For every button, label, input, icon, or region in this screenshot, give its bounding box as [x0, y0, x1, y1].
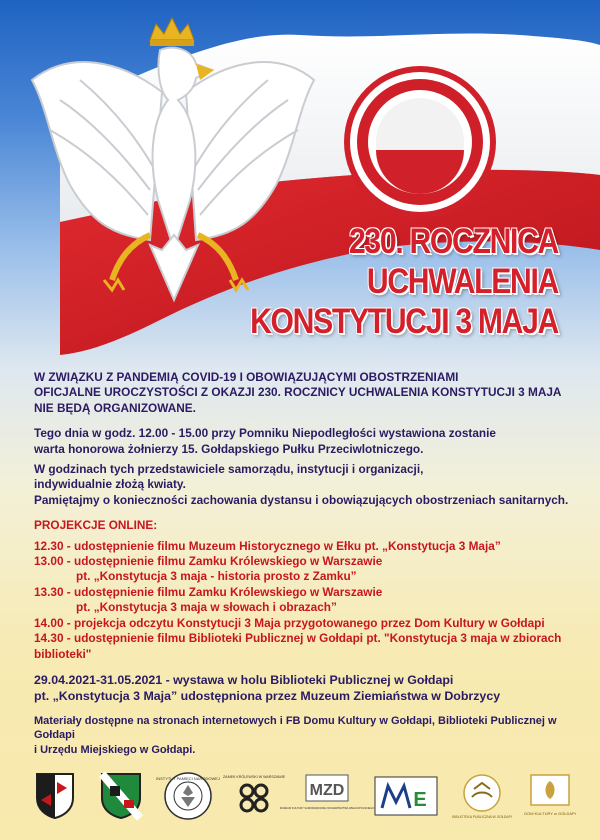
- projection-item-3-title: pt. „Konstytucja 3 maja w słowach i obrazach”: [76, 600, 337, 615]
- goldap-coat-of-arms-logo: [30, 770, 80, 822]
- exhibition-line-2: pt. „Konstytucja 3 Maja” udostępniona przez Muzeum Ziemiaństwa w Dobrzycy: [34, 688, 501, 703]
- announcement-body: [34, 370, 579, 757]
- mhe-logo: [374, 770, 438, 822]
- projection-item-1: 12.30 - udostępnienie filmu Muzeum Historycznego w Ełku pt. „Konstytucja 3 Maja”: [34, 538, 501, 553]
- info-para2-line2: indywidualnie złożą kwiaty.: [34, 477, 186, 492]
- headline-line-1: 230. ROCZNICA: [348, 222, 558, 261]
- biblioteka-logo-text: BIBLIOTEKA PUBLICZNA W GOŁDAPI: [451, 815, 512, 819]
- mzd-logo-text: MZD: [309, 782, 345, 799]
- headline-line-2: UCHWALENIA: [366, 262, 558, 301]
- biblioteka-publiczna-logo: [451, 770, 512, 822]
- notice-line-2: OFICJALNE UROCZYSTOŚCI Z OKAZJI 230. ROCZNICY UCHWALENIA KONSTYTUCJI 3 MAJA: [34, 385, 562, 400]
- ipn-logo-text: INSTYTUT PAMIĘCI NARODOWEJ: [155, 776, 220, 781]
- dom-kultury-logo-text: DOM KULTURY w GOŁDAPI: [524, 811, 576, 816]
- headline-line-3: KONSTYTUCJI 3 MAJA: [250, 302, 559, 341]
- zamek-logo-text: ZAMEK KRÓLEWSKI W WARSZAWIE: [223, 775, 286, 779]
- ipn-logo: [155, 770, 220, 822]
- materials-line-2: i Urzędu Miejskiego w Gołdapi.: [34, 743, 196, 756]
- mzd-logo: [279, 770, 374, 822]
- mzd-logo-subtext: MUZEUM KULTURY SAMORZĄDOWEJ WOJEWÓDZTWA WIELKOPOLSKIEGO: [279, 807, 374, 810]
- notice-line-1: W ZWIĄZKU Z PANDEMIĄ COVID-19 I OBOWIĄZUJĄCYMI OBOSTRZENIAMI: [34, 370, 459, 384]
- exhibition-line-1: 29.04.2021-31.05.2021 - wystawa w holu Biblioteki Publicznej w Gołdapi: [34, 672, 454, 687]
- projection-item-5: 14.30 - udostępnienie filmu Biblioteki Publicznej w Gołdapi pt. "Konstytucja 3 maja w zbiorach biblioteki": [34, 631, 562, 661]
- projection-item-3: 13.30 - udostępnienie filmu Zamku Królewskiego w Warszawie: [34, 584, 383, 599]
- rosette-icon: [344, 66, 496, 218]
- materials-line-1: Materiały dostępne na stronach internetowych i FB Domu Kultury w Gołdapi, Biblioteki Publicznej w Gołdapi: [34, 714, 557, 742]
- notice-line-3: NIE BĘDĄ ORGANIZOWANE.: [34, 400, 196, 415]
- zamek-krolewski-logo: [223, 770, 286, 822]
- projection-item-2-title: pt. „Konstytucja 3 maja - historia prosto z Zamku”: [76, 569, 357, 584]
- dom-kultury-logo: [525, 770, 575, 822]
- projection-item-2: 13.00 - udostępnienie filmu Zamku Królewskiego w Warszawie: [34, 554, 383, 569]
- projections-heading: PROJEKCJE ONLINE:: [34, 518, 158, 533]
- info-para1-line2: warta honorowa żołnierzy 15. Gołdapskiego Pułku Przeciwlotniczego.: [34, 441, 424, 456]
- info-para3: Pamiętajmy o konieczności zachowania dystansu i obowiązujących obostrzeniach sanitarnych.: [34, 492, 569, 507]
- info-para1-line1: Tego dnia w godz. 12.00 - 15.00 przy Pomniku Niepodległości wystawiona zostanie: [34, 426, 496, 441]
- county-coat-of-arms-logo: [96, 770, 146, 822]
- sponsor-logos: [30, 766, 575, 826]
- projection-item-4: 14.00 - projekcja odczytu Konstytucji 3 Maja przygotowanego przez Dom Kultury w Gołdapi: [34, 615, 545, 630]
- info-para2-line1: W godzinach tych przedstawiciele samorządu, instytucji i organizacji,: [34, 462, 424, 477]
- svg-text:E: E: [413, 789, 427, 811]
